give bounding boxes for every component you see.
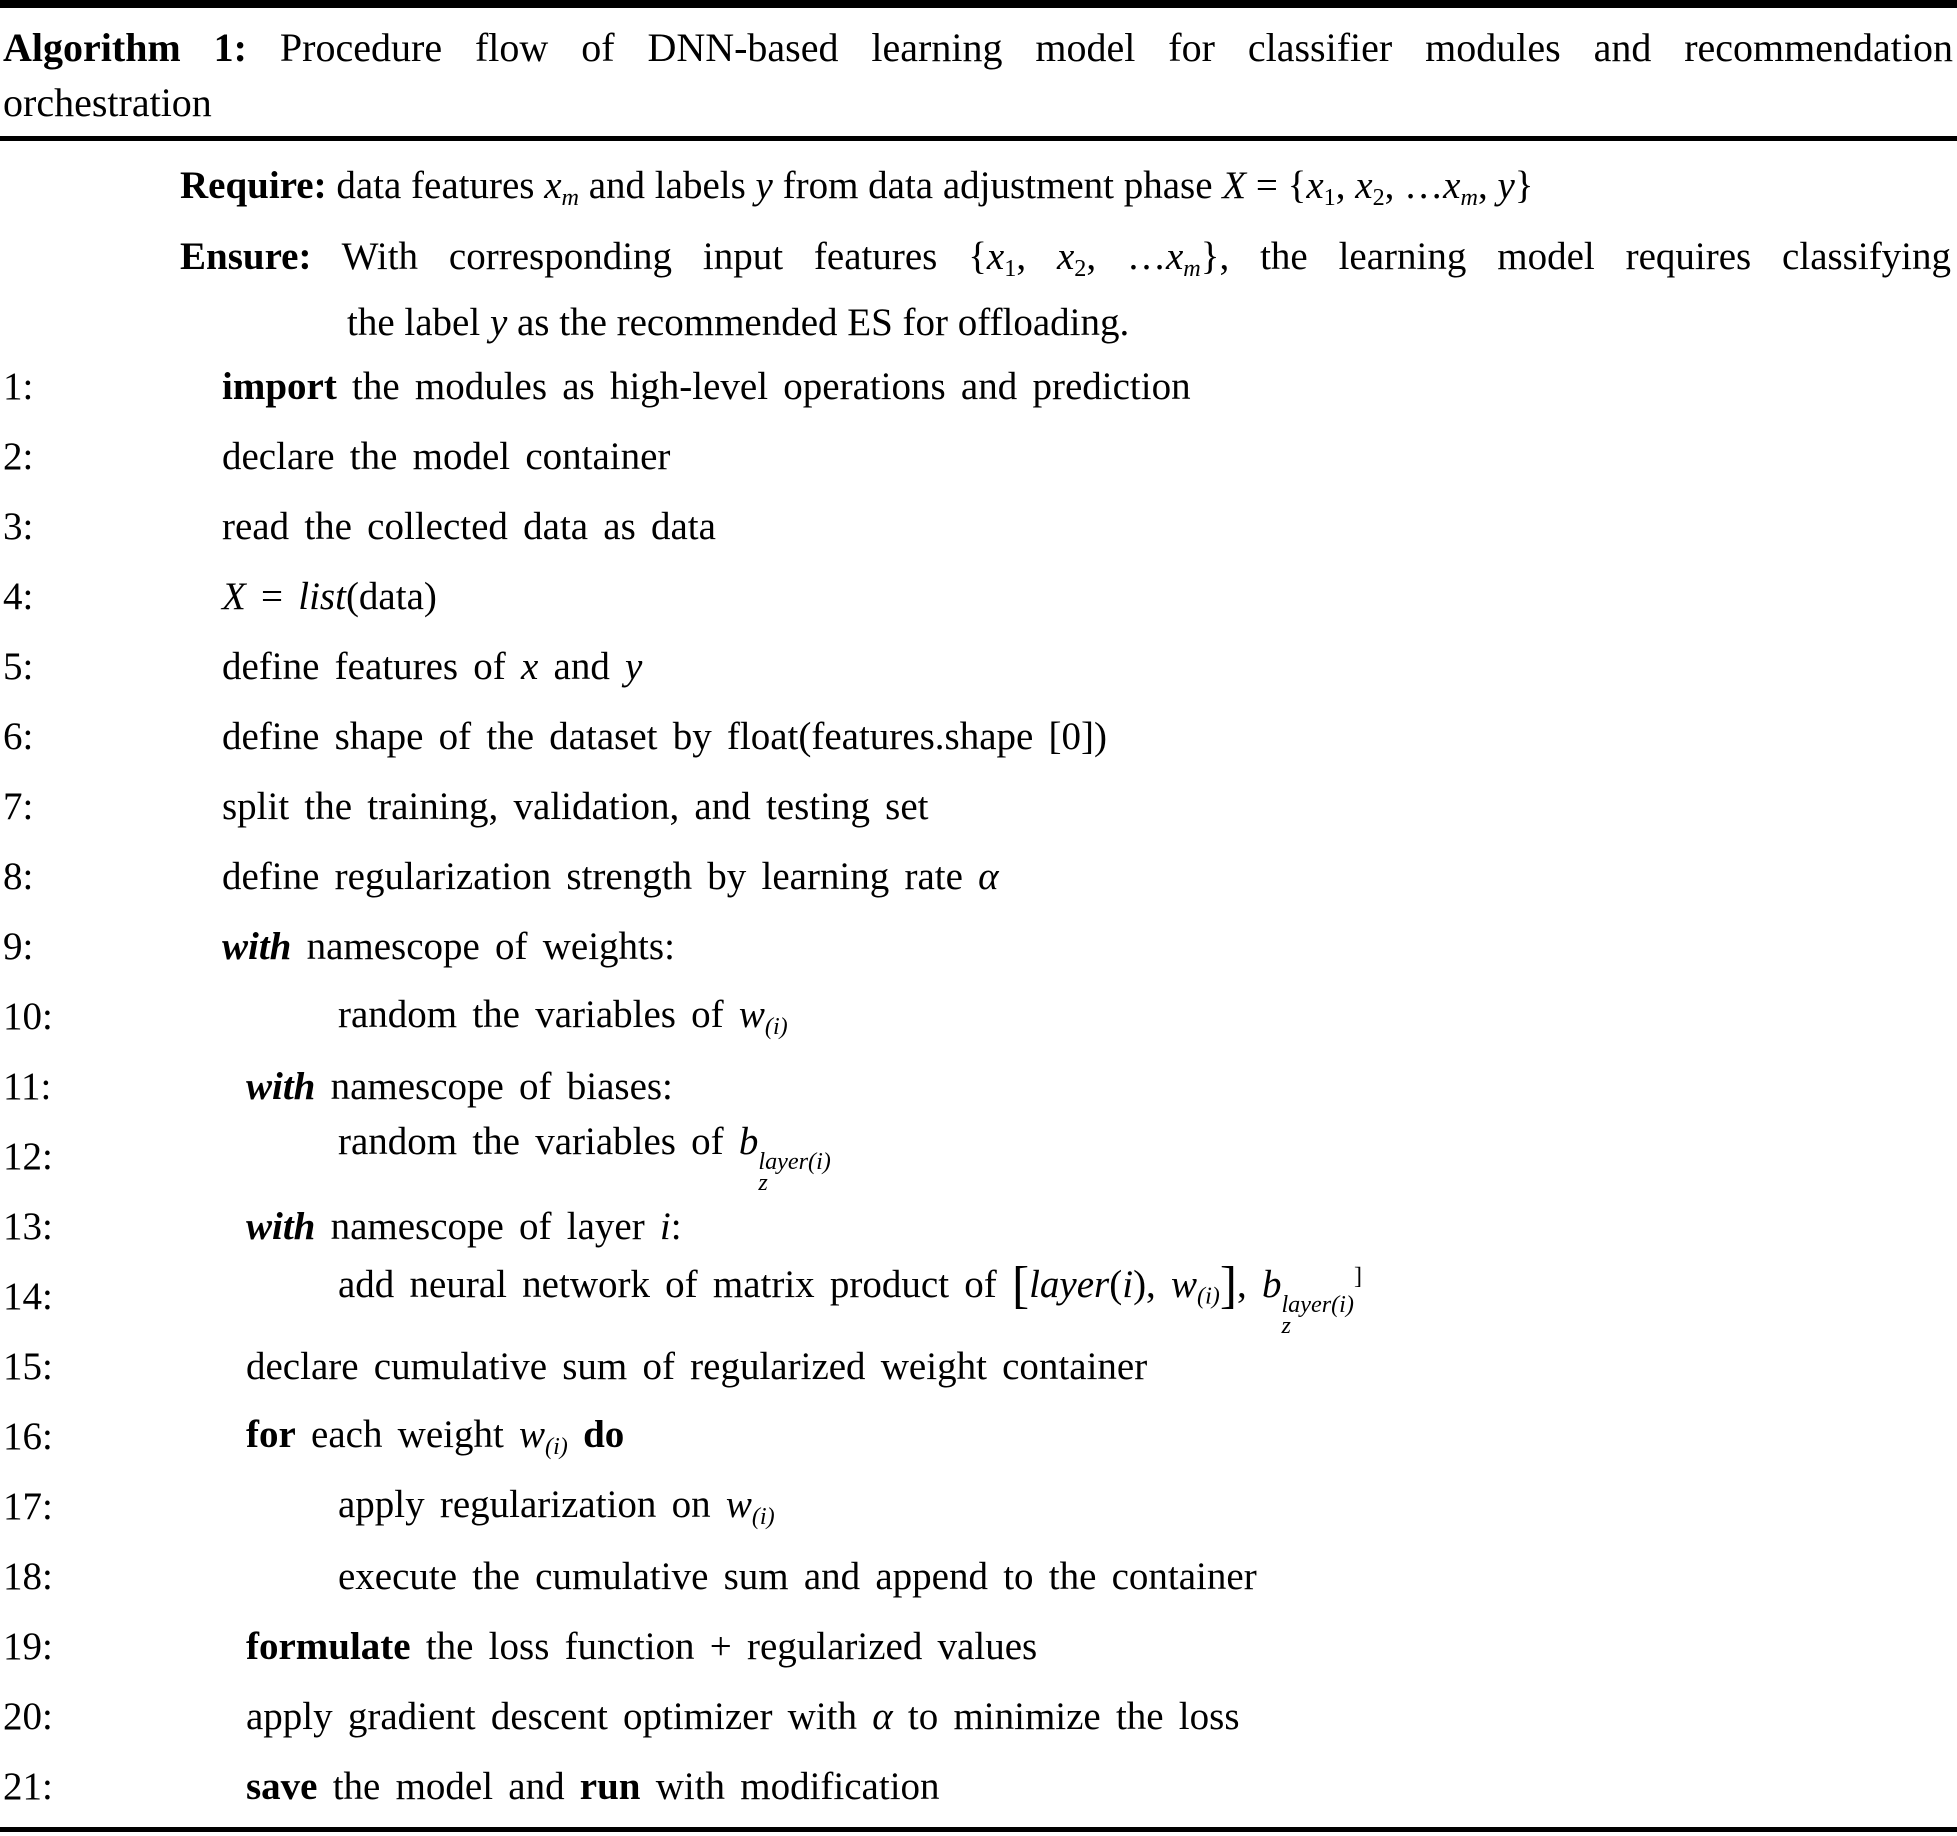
text-run: ] xyxy=(1219,1257,1237,1315)
text-run: declare cumulative sum of regularized weight container xyxy=(246,1344,1148,1388)
text-run: x xyxy=(1355,163,1373,207)
line-number: 1: xyxy=(3,364,34,408)
text-run: split the training, validation, and testing set xyxy=(222,784,929,828)
algorithm-lines xyxy=(0,351,1957,1821)
header-spacer xyxy=(0,141,1957,151)
text-run: α xyxy=(978,854,999,898)
algorithm-line xyxy=(0,1120,1957,1196)
line-text xyxy=(222,434,670,479)
text-run: m xyxy=(1183,254,1201,282)
text-run: [ xyxy=(1011,1257,1030,1315)
text-run: with xyxy=(246,1204,316,1248)
text-run: the model and xyxy=(317,1764,580,1808)
text-run: namescope of layer xyxy=(315,1204,660,1248)
require-text xyxy=(180,163,1533,212)
text-run: define regularization strength by learning rate xyxy=(222,854,979,898)
text-run: y xyxy=(625,644,643,688)
text-run: y xyxy=(755,163,773,207)
caption-text: Procedure flow of DNN-based learning model for classifier modules and recommendation xyxy=(279,25,1954,70)
text-run: with xyxy=(246,1064,316,1108)
line-number: 9: xyxy=(3,924,34,968)
text-run: , xyxy=(1477,163,1498,207)
line-text xyxy=(222,924,675,969)
text-run: b xyxy=(1261,1263,1282,1307)
algorithm-line xyxy=(0,561,1957,631)
text-run: 2 xyxy=(1074,254,1087,282)
text-run: (i) xyxy=(545,1432,568,1460)
line-number: 10: xyxy=(3,994,53,1038)
algorithm-line xyxy=(0,1681,1957,1751)
algorithm-line xyxy=(0,631,1957,701)
ensure-keyword: Ensure: xyxy=(180,234,312,278)
text-run: m xyxy=(561,183,579,211)
line-text xyxy=(222,992,788,1041)
caption-line-1 xyxy=(3,20,1953,75)
line-number: 19: xyxy=(3,1624,53,1668)
line-text xyxy=(222,1412,624,1461)
line-number: 8: xyxy=(3,854,34,898)
line-text xyxy=(222,1554,1257,1599)
line-text xyxy=(222,1624,1037,1669)
text-run: w xyxy=(1171,1263,1198,1307)
line-text xyxy=(222,1694,1240,1739)
text-run: α xyxy=(872,1694,893,1738)
text-run: read the collected data as data xyxy=(222,504,716,548)
text-run: x xyxy=(1443,163,1461,207)
sup-sub-stack: layer(i) z xyxy=(1281,1291,1354,1339)
algorithm-line xyxy=(0,841,1957,911)
text-run: 2 xyxy=(1372,183,1385,211)
text-run: the loss function + regularized values xyxy=(410,1624,1038,1668)
text-run: apply regularization on xyxy=(338,1482,726,1526)
line-number: 15: xyxy=(3,1344,53,1388)
text-run: ( xyxy=(1109,1263,1123,1307)
text-run: b xyxy=(738,1120,759,1164)
text-run: define features of xyxy=(222,644,521,688)
text-run: list xyxy=(298,574,346,618)
algorithm-line xyxy=(0,1401,1957,1471)
top-rule xyxy=(0,0,1957,8)
line-number: 16: xyxy=(3,1414,53,1458)
bottom-rule xyxy=(0,1827,1957,1832)
algorithm-line xyxy=(0,1191,1957,1261)
line-number: 2: xyxy=(3,434,34,478)
algorithm-line xyxy=(0,701,1957,771)
line-number: 18: xyxy=(3,1554,53,1598)
text-run: , … xyxy=(1384,163,1444,207)
text-run: the modules as high-level operations and prediction xyxy=(336,364,1191,408)
text-run: , xyxy=(1016,234,1057,278)
algorithm-line xyxy=(0,1331,1957,1401)
text-run: y xyxy=(1497,163,1515,207)
algorithm-line xyxy=(0,351,1957,421)
text-run: With corresponding input features { xyxy=(311,234,987,278)
line-number: 12: xyxy=(3,1134,53,1178)
text-run: namescope of weights: xyxy=(291,924,675,968)
text-run: m xyxy=(1460,183,1478,211)
text-run: i xyxy=(1122,1263,1134,1307)
line-number: 4: xyxy=(3,574,34,618)
line-text xyxy=(222,364,1191,409)
text-run: as the recommended ES for offloading. xyxy=(507,300,1130,344)
line-text xyxy=(222,784,928,829)
text-run: x xyxy=(1056,234,1075,278)
text-run: x xyxy=(520,644,539,688)
algorithm-label: Algorithm 1: xyxy=(3,25,247,70)
line-text xyxy=(222,1764,940,1809)
line-text xyxy=(222,1344,1147,1389)
text-run: w xyxy=(725,1482,752,1526)
line-number: 17: xyxy=(3,1484,53,1528)
text-run: declare the model container xyxy=(222,434,671,478)
text-run: random the variables of xyxy=(338,992,739,1036)
ensure-line xyxy=(0,223,1957,293)
ensure-text xyxy=(180,234,1951,283)
text-run: import xyxy=(222,364,337,408)
algorithm-line xyxy=(0,1471,1957,1541)
text-run: X xyxy=(1222,163,1247,207)
text-run: , xyxy=(1237,1263,1262,1307)
text-run: do xyxy=(583,1412,625,1456)
text-run: with xyxy=(222,924,292,968)
line-text xyxy=(222,504,716,549)
text-run: 1 xyxy=(1323,183,1336,211)
text-run: and labels xyxy=(579,163,756,207)
algorithm-line xyxy=(0,421,1957,491)
text-run: x xyxy=(544,163,562,207)
line-text xyxy=(222,1119,831,1196)
text-run: define shape of the dataset by float(features.shape [0]) xyxy=(222,714,1108,758)
algorithm-line xyxy=(0,1751,1957,1821)
line-text xyxy=(222,714,1107,759)
ensure-continuation-text xyxy=(347,300,1129,345)
algorithm-line xyxy=(0,911,1957,981)
text-run: with modification xyxy=(640,1764,940,1808)
line-number: 13: xyxy=(3,1204,53,1248)
line-number: 7: xyxy=(3,784,34,828)
text-run: (i) xyxy=(764,1012,788,1040)
line-text xyxy=(222,1204,682,1249)
algorithm-caption xyxy=(0,8,1957,130)
text-run: x xyxy=(986,234,1005,278)
text-run: x xyxy=(1165,234,1184,278)
algorithm-line xyxy=(0,1611,1957,1681)
algorithm-line xyxy=(0,981,1957,1051)
text-run: } xyxy=(1514,163,1534,207)
text-run: (i) xyxy=(1197,1282,1220,1310)
algorithm-line xyxy=(0,491,1957,561)
text-run: add neural network of matrix product of xyxy=(338,1263,1012,1307)
ensure-line-continuation xyxy=(0,293,1957,351)
require-keyword: Require: xyxy=(180,163,327,207)
text-run: run xyxy=(579,1764,641,1808)
text-run: data features xyxy=(326,163,545,207)
text-run: = xyxy=(245,574,299,618)
text-run: , … xyxy=(1086,234,1166,278)
text-run: }, the learning model requires classifying xyxy=(1200,234,1952,278)
text-run: ), xyxy=(1133,1263,1172,1307)
line-number: 6: xyxy=(3,714,34,758)
text-run: the label xyxy=(347,300,490,344)
text-run: y xyxy=(489,300,508,344)
algorithm-line xyxy=(0,1541,1957,1611)
line-text xyxy=(222,644,642,689)
text-run: , xyxy=(1335,163,1356,207)
text-run: layer xyxy=(1029,1263,1110,1307)
line-text xyxy=(222,574,437,619)
text-run: X xyxy=(222,574,246,618)
text-run: and xyxy=(538,644,626,688)
sup-sub-stack: layer(i) z xyxy=(758,1148,831,1196)
line-number: 5: xyxy=(3,644,34,688)
text-run: (i) xyxy=(751,1502,775,1530)
line-text xyxy=(222,854,999,899)
algorithm-line xyxy=(0,771,1957,841)
text-run: (data) xyxy=(345,574,437,618)
caption-line-2: orchestration xyxy=(3,80,212,125)
line-number: 14: xyxy=(3,1274,53,1318)
algorithm-line xyxy=(0,1257,1957,1339)
text-run: : xyxy=(670,1204,682,1248)
line-number: 20: xyxy=(3,1694,53,1738)
require-line xyxy=(0,151,1957,223)
text-run: formulate xyxy=(246,1624,411,1668)
line-number: 21: xyxy=(3,1764,53,1808)
text-run: each weight xyxy=(295,1412,520,1456)
text-run: from data adjustment phase xyxy=(772,163,1223,207)
text-run: 1 xyxy=(1004,254,1017,282)
text-run: w xyxy=(519,1412,546,1456)
text-run: save xyxy=(246,1764,318,1808)
text-run: for xyxy=(246,1412,296,1456)
text-run: execute the cumulative sum and append to the container xyxy=(338,1554,1257,1598)
text-run xyxy=(568,1413,583,1456)
text-run: apply gradient descent optimizer with xyxy=(246,1694,873,1738)
text-run: w xyxy=(738,992,765,1036)
line-text xyxy=(222,1064,673,1109)
text-run: ] xyxy=(1353,1262,1363,1290)
text-run: namescope of biases: xyxy=(315,1064,673,1108)
text-run: to minimize the loss xyxy=(892,1694,1240,1738)
line-number: 11: xyxy=(3,1064,52,1108)
text-run: i xyxy=(659,1204,671,1248)
line-number: 3: xyxy=(3,504,34,548)
text-run: = { xyxy=(1246,163,1307,207)
algorithm-line xyxy=(0,1051,1957,1121)
line-text xyxy=(222,1256,1363,1339)
text-run: random the variables of xyxy=(338,1120,739,1164)
text-run: x xyxy=(1306,163,1324,207)
line-text xyxy=(222,1482,775,1531)
